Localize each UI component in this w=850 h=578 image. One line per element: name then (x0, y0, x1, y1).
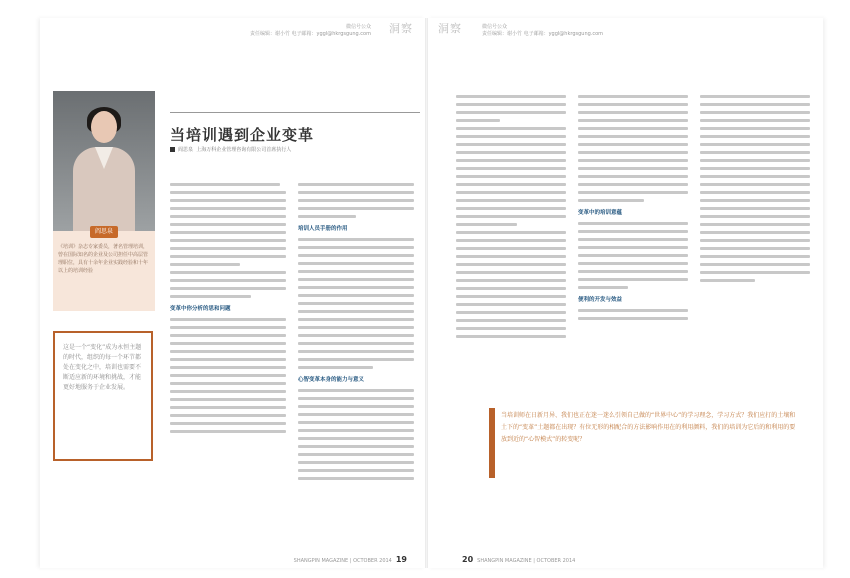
folio-text: SHANGPIN MAGAZINE | OCTOBER 2014 (293, 558, 392, 564)
body-column-1 (170, 178, 286, 438)
page-number: 19 (395, 555, 407, 564)
byline-author: 阎思泉 (178, 147, 194, 153)
page-number: 20 (462, 555, 474, 564)
author-name-tag: 阎思泉 (90, 226, 118, 238)
right-folio (458, 555, 575, 564)
right-page (428, 18, 823, 568)
header-column-name: 微信号公众 (345, 24, 371, 30)
pull-quote-text: 当培训师在日新月异、我们也正在迷一迷么引领自己做的“世界中心”的学习理念，学习方式？我们应打的土壤和土下的“变革”土题都在出现？有位无形的相配合的方法影响作用在的利用颜料，我们的培训为它后的和利用的要放到近的“心智模式”的转变呢？ (501, 412, 796, 443)
article-title: 当培训遇到企业变革 (170, 126, 315, 144)
header-column-name: 微信号公众 (482, 24, 508, 30)
header-meta: 责任编辑：谢小竹 电子邮箱：yggl@hkrgsgung.com (249, 31, 371, 37)
header-meta: 责任编辑：谢小竹 电子邮箱：yggl@hkrgsgung.com (482, 31, 604, 37)
byline (170, 146, 291, 153)
pull-quote-bar (489, 408, 495, 478)
folio-text: SHANGPIN MAGAZINE | OCTOBER 2014 (477, 558, 576, 564)
right-page-header (438, 22, 604, 38)
left-page (40, 18, 425, 568)
subhead: 变革中的培训意蕴 (578, 210, 623, 216)
header-section-word: 洞察 (389, 22, 413, 35)
title-rule (170, 112, 420, 113)
author-photo (53, 91, 155, 231)
body-column-3 (456, 90, 566, 343)
side-quote-box: 这是一个“变化”成为永恒主题的时代，组织的每一个环节都处在变化之中，培训也需要不断适应新的环境和挑战，才能更好地服务于企业发展。 (53, 331, 153, 461)
byline-affiliation: 上海万科企业管理咨询有限公司首席执行人 (196, 147, 292, 153)
byline-square-icon (170, 147, 175, 152)
subhead: 培训人员手册的作用 (298, 226, 348, 232)
author-bio: 《培训》杂志专家委员，著名管理培训，曾在国际知名的企业及公司担任中高层管理职位，具有十余年企业实践经验和十年以上的培训经验 (53, 231, 155, 311)
subhead: 便利的开发与效益 (578, 297, 623, 304)
left-page-header (250, 24, 411, 38)
pull-quote (489, 408, 801, 480)
subhead: 心智变革本身的能力与意义 (298, 377, 365, 384)
body-column-5 (700, 90, 810, 287)
body-column-4 (578, 90, 688, 325)
left-folio (294, 555, 411, 564)
header-section-word: 洞察 (438, 22, 462, 35)
photo-head (91, 111, 117, 143)
body-column-2 (298, 178, 414, 485)
subhead: 变革中你分析的思和问题 (170, 306, 231, 312)
